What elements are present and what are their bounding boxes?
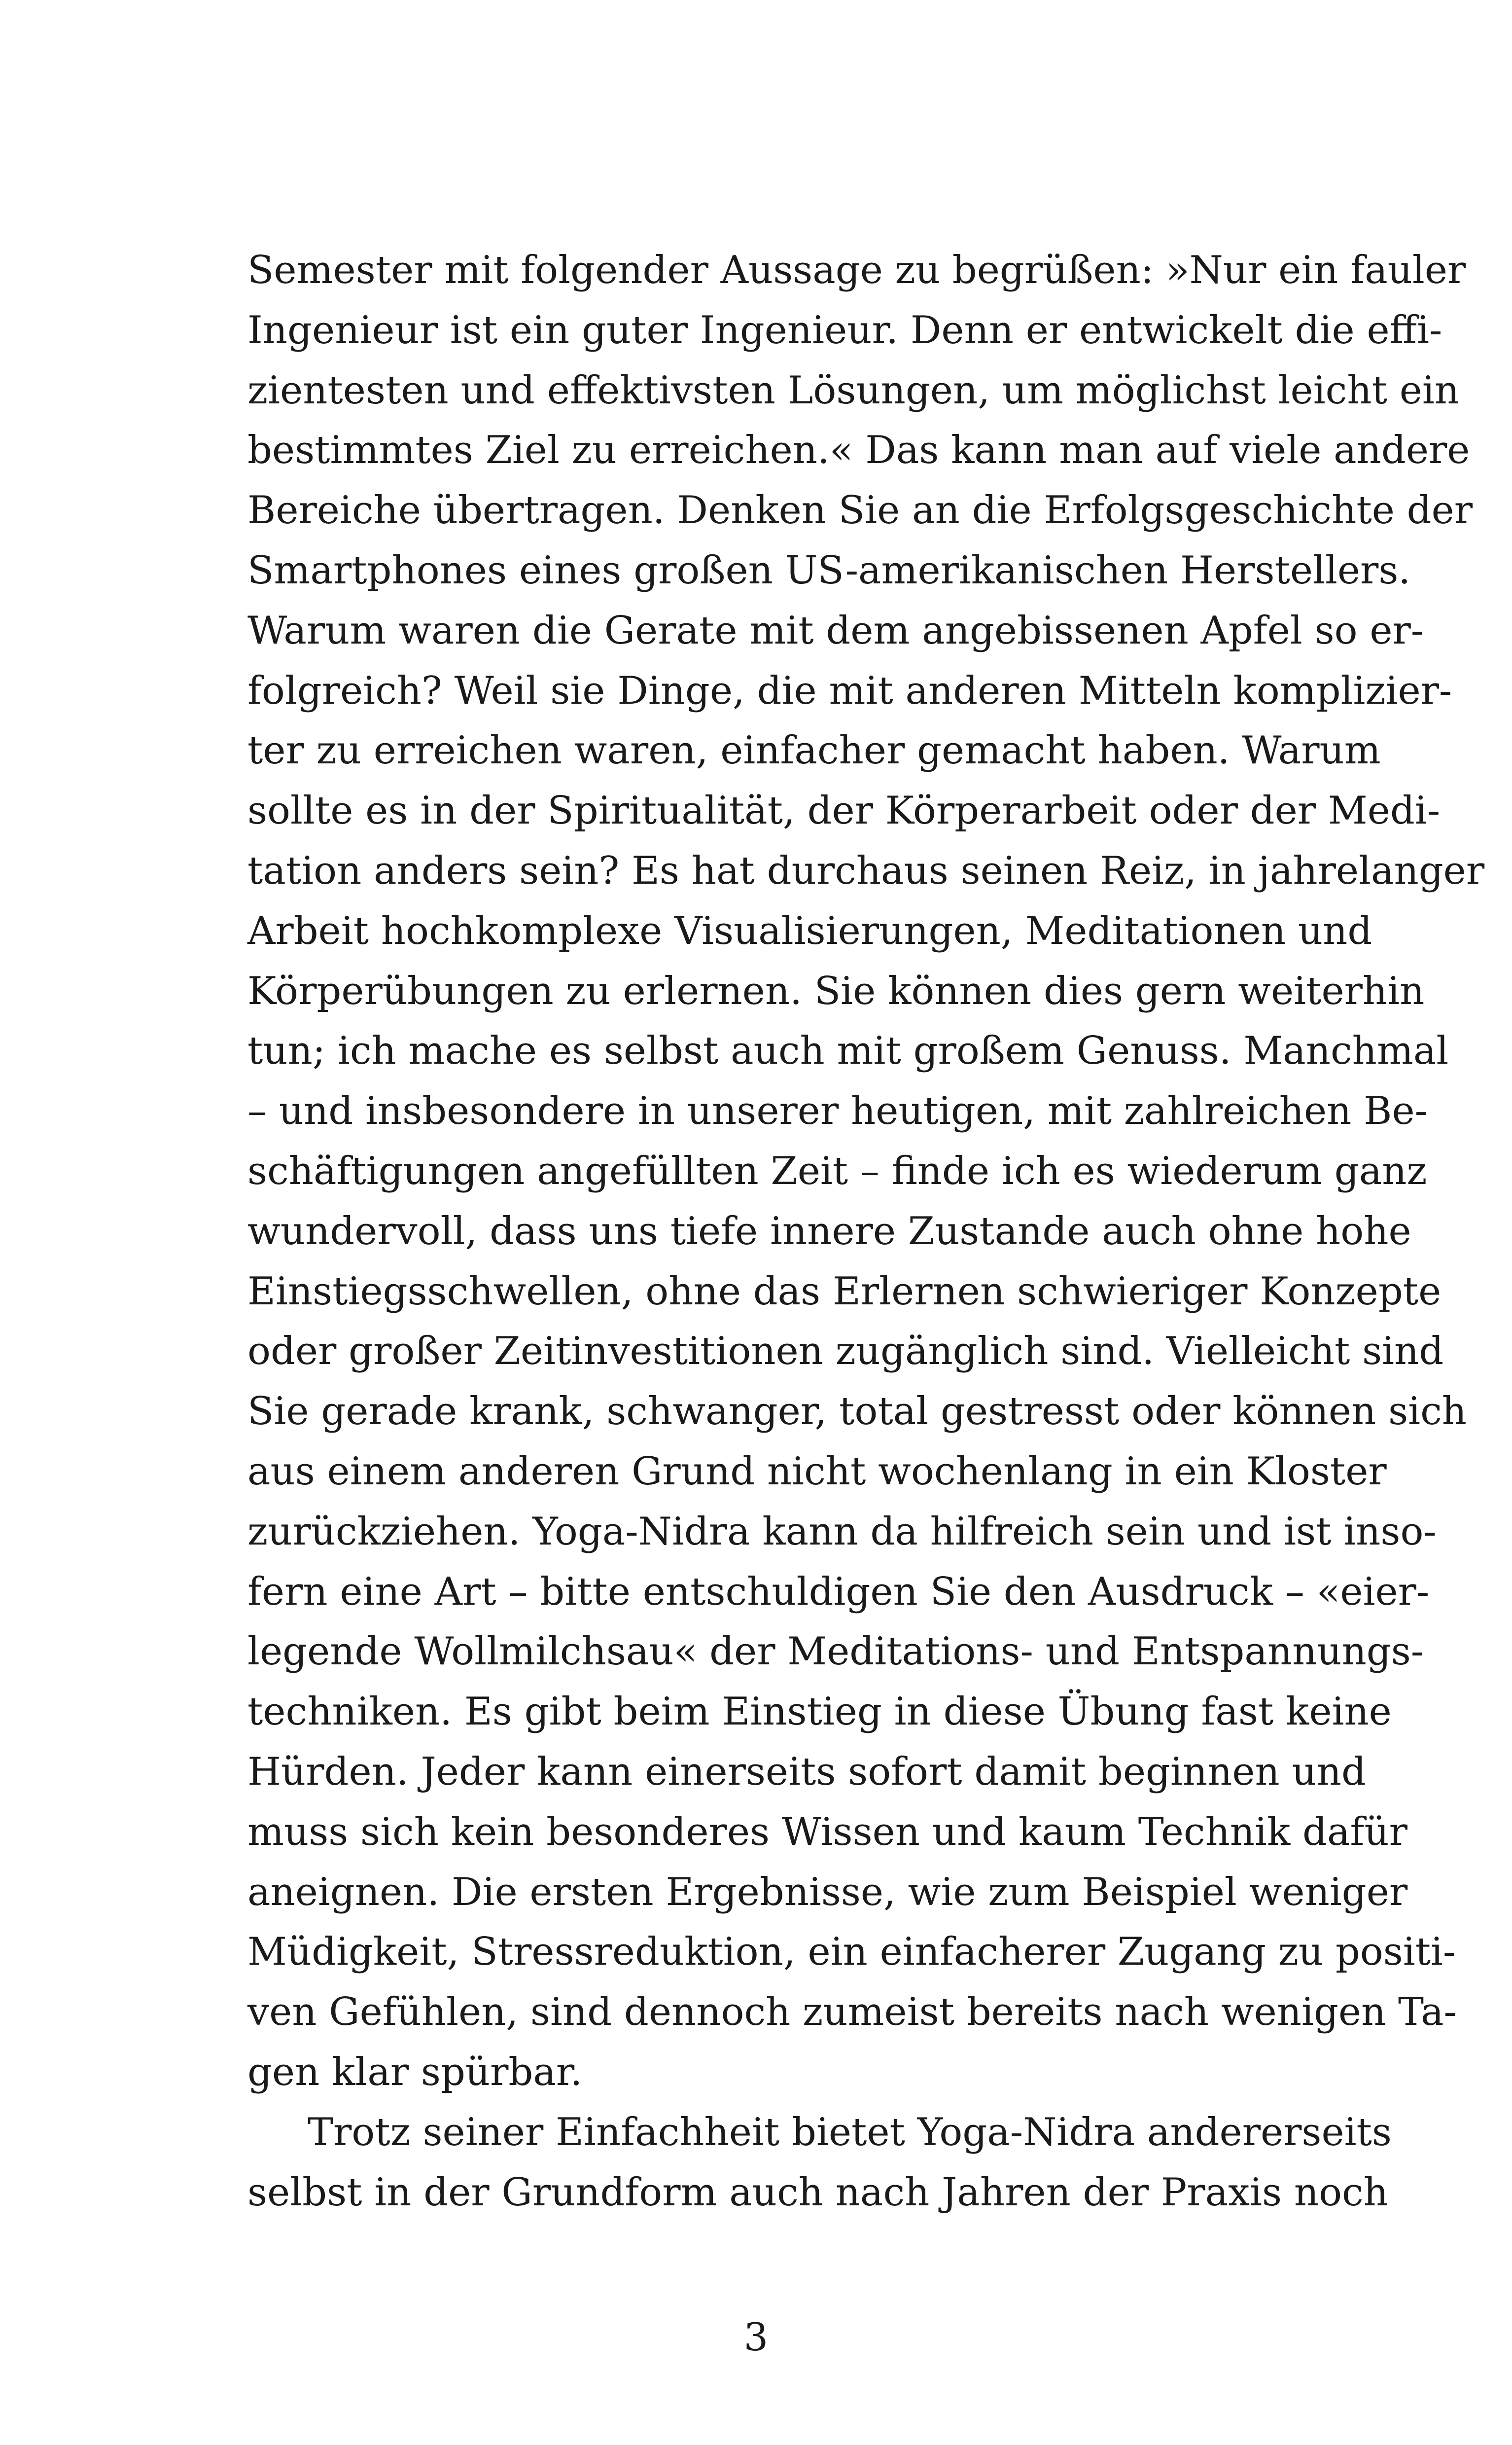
text-line: zientesten und effektivsten Lösungen, um möglichst leicht ein: [247, 368, 1460, 413]
text-line: ter zu erreichen waren, einfacher gemacht haben. Warum: [247, 728, 1381, 773]
text-line: gen klar spürbar.: [247, 2049, 583, 2094]
text-line: tun; ich mache es selbst auch mit großem Genuss. Manchmal: [247, 1029, 1449, 1074]
body-text: [247, 241, 1485, 2223]
text-line: aus einem anderen Grund nicht wochenlang in ein Kloster: [247, 1449, 1387, 1494]
text-line: fern eine Art – bitte entschuldigen Sie den Ausdruck – «eier-: [247, 1569, 1430, 1614]
text-line: Smartphones eines großen US-amerikanischen Herstellers.: [247, 548, 1411, 593]
text-line: ven Gefühlen, sind dennoch zumeist bereits nach wenigen Ta-: [247, 1990, 1457, 2035]
text-line: schäftigungen angefüllten Zeit – finde ich es wiederum ganz: [247, 1149, 1427, 1193]
text-line: Müdigkeit, Stressreduktion, ein einfacherer Zugang zu positi-: [247, 1930, 1456, 1975]
text-line: muss sich kein besonderes Wissen und kaum Technik dafür: [247, 1809, 1407, 1854]
text-line: sollte es in der Spiritualität, der Körperarbeit oder der Medi-: [247, 789, 1441, 833]
text-line: Bereiche übertragen. Denken Sie an die Erfolgsgeschichte der: [247, 488, 1473, 533]
text-line: folgreich? Weil sie Dinge, die mit anderen Mitteln komplizier-: [247, 668, 1452, 713]
text-line: techniken. Es gibt beim Einstieg in diese Übung fast keine: [247, 1690, 1392, 1734]
text-line: selbst in der Grundform auch nach Jahren der Praxis noch: [247, 2170, 1388, 2215]
text-line: Sie gerade krank, schwanger, total gestresst oder können sich: [247, 1389, 1467, 1434]
text-line: Hürden. Jeder kann einerseits sofort damit beginnen und: [247, 1749, 1366, 1794]
text-line: bestimmtes Ziel zu erreichen.« Das kann man auf viele andere: [247, 428, 1470, 473]
text-line: tation anders sein? Es hat durchaus seinen Reiz, in jahrelanger: [247, 848, 1485, 893]
text-line: Semester mit folgender Aussage zu begrüßen: »Nur ein fauler: [247, 248, 1466, 292]
text-line: zurückziehen. Yoga-Nidra kann da hilfreich sein und ist inso-: [247, 1509, 1437, 1554]
text-line: Ingenieur ist ein guter Ingenieur. Denn er entwickelt die effi-: [247, 308, 1442, 353]
text-line: Körperübungen zu erlernen. Sie können dies gern weiterhin: [247, 969, 1425, 1013]
text-line: legende Wollmilchsau« der Meditations- und Entspannungs-: [247, 1629, 1424, 1674]
text-line: Arbeit hochkomplexe Visualisierungen, Meditationen und: [247, 908, 1372, 953]
text-line: – und insbesondere in unserer heutigen, mit zahlreichen Be-: [247, 1089, 1428, 1134]
text-line: wundervoll, dass uns tiefe innere Zustande auch ohne hohe: [247, 1209, 1411, 1254]
text-line: aneignen. Die ersten Ergebnisse, wie zum Beispiel weniger: [247, 1870, 1408, 1914]
text-line: Trotz seiner Einfachheit bietet Yoga-Nidra andererseits: [308, 2110, 1392, 2155]
text-line: Warum waren die Gerate mit dem angebissenen Apfel so er-: [247, 608, 1424, 653]
text-line: Einstiegsschwellen, ohne das Erlernen schwieriger Konzepte: [247, 1269, 1442, 1314]
text-line: oder großer Zeitinvestitionen zugänglich sind. Vielleicht sind: [247, 1329, 1444, 1374]
page-number: 3: [743, 2315, 769, 2360]
